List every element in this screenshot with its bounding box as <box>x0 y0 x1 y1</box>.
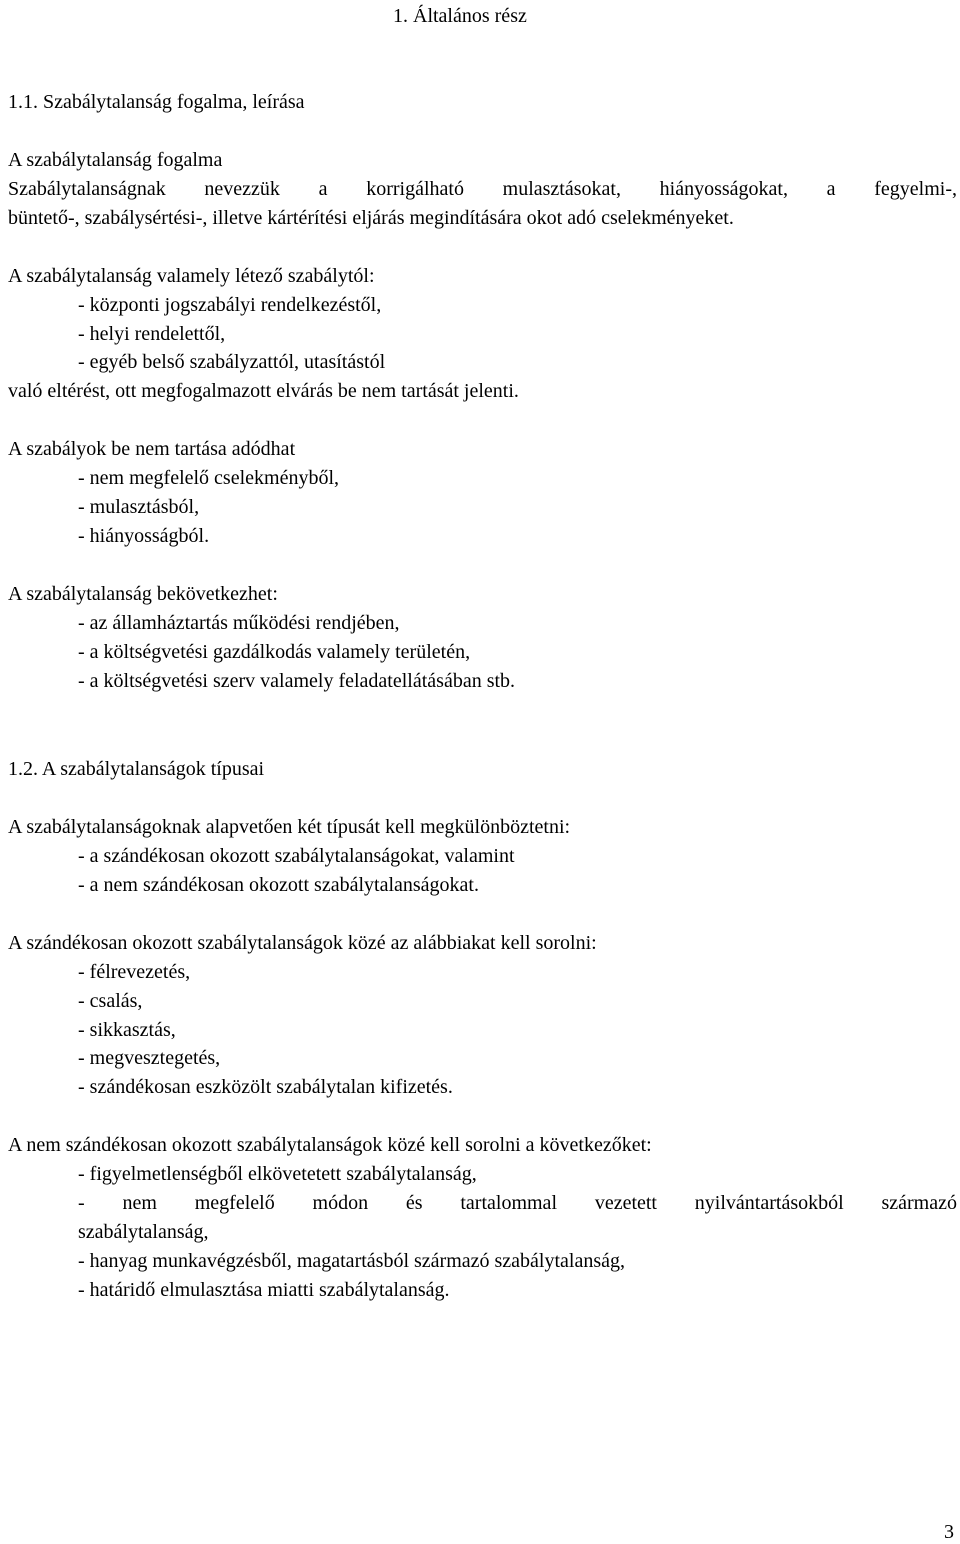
list-item: - a költségvetési gazdálkodás valamely területén, <box>78 641 471 663</box>
list-item: - nem megfelelő cselekményből, <box>78 467 340 489</box>
list-item: - figyelmetlenségből elkövetetett szabálytalanság, <box>78 1163 477 1185</box>
list-item: - hiányosságból. <box>78 525 210 547</box>
chapter-title: 1. Általános rész <box>393 5 527 27</box>
definition-text-line: Szabálytalanságnak nevezzük a korrigálható mulasztásokat, hiányosságokat, a fegyelmi-, <box>8 178 957 200</box>
list-item: - mulasztásból, <box>78 496 200 518</box>
unintentional-intro: A nem szándékosan okozott szabálytalanságok közé kell sorolni a következőket: <box>8 1134 652 1156</box>
section-heading-1-2: 1.2. A szabálytalanságok típusai <box>8 758 265 780</box>
list-item: - a nem szándékosan okozott szabálytalanságokat. <box>78 874 479 896</box>
occurrence-intro: A szabálytalanság bekövetkezhet: <box>8 583 278 605</box>
list-item-continuation: szabálytalanság, <box>78 1221 209 1243</box>
section-heading-1-1: 1.1. Szabálytalanság fogalma, leírása <box>8 91 305 113</box>
types-intro: A szabálytalanságoknak alapvetően két típusát kell megkülönböztetni: <box>8 816 571 838</box>
intentional-intro: A szándékosan okozott szabálytalanságok közé az alábbiakat kell sorolni: <box>8 932 597 954</box>
list-item: - központi jogszabályi rendelkezéstől, <box>78 294 382 316</box>
list-item: - sikkasztás, <box>78 1019 176 1041</box>
list-item: - csalás, <box>78 990 143 1012</box>
deviation-outro: való eltérést, ott megfogalmazott elvárás be nem tartását jelenti. <box>8 380 519 402</box>
noncompliance-intro: A szabályok be nem tartása adódhat <box>8 438 296 460</box>
list-item: - egyéb belső szabályzattól, utasítástól <box>78 351 386 373</box>
list-item: - az államháztartás működési rendjében, <box>78 612 400 634</box>
definition-text-line: büntető-, szabálysértési-, illetve kártérítési eljárás megindítására okot adó cselekményeket. <box>8 207 734 229</box>
list-item: - szándékosan eszközölt szabálytalan kifizetés. <box>78 1076 453 1098</box>
definition-subheading: A szabálytalanság fogalma <box>8 149 223 171</box>
page-number: 3 <box>944 1521 954 1543</box>
list-item: - határidő elmulasztása miatti szabálytalanság. <box>78 1279 450 1301</box>
list-item: - a költségvetési szerv valamely feladatellátásában stb. <box>78 670 516 692</box>
list-item: - helyi rendelettől, <box>78 323 226 345</box>
list-item: - megvesztegetés, <box>78 1047 221 1069</box>
list-item: - hanyag munkavégzésből, magatartásból származó szabálytalanság, <box>78 1250 626 1272</box>
deviation-intro: A szabálytalanság valamely létező szabálytól: <box>8 265 375 287</box>
list-item: - a szándékosan okozott szabálytalanságokat, valamint <box>78 845 515 867</box>
list-item: - nem megfelelő módon és tartalommal vezetett nyilvántartásokból származó <box>78 1192 957 1214</box>
list-item: - félrevezetés, <box>78 961 191 983</box>
